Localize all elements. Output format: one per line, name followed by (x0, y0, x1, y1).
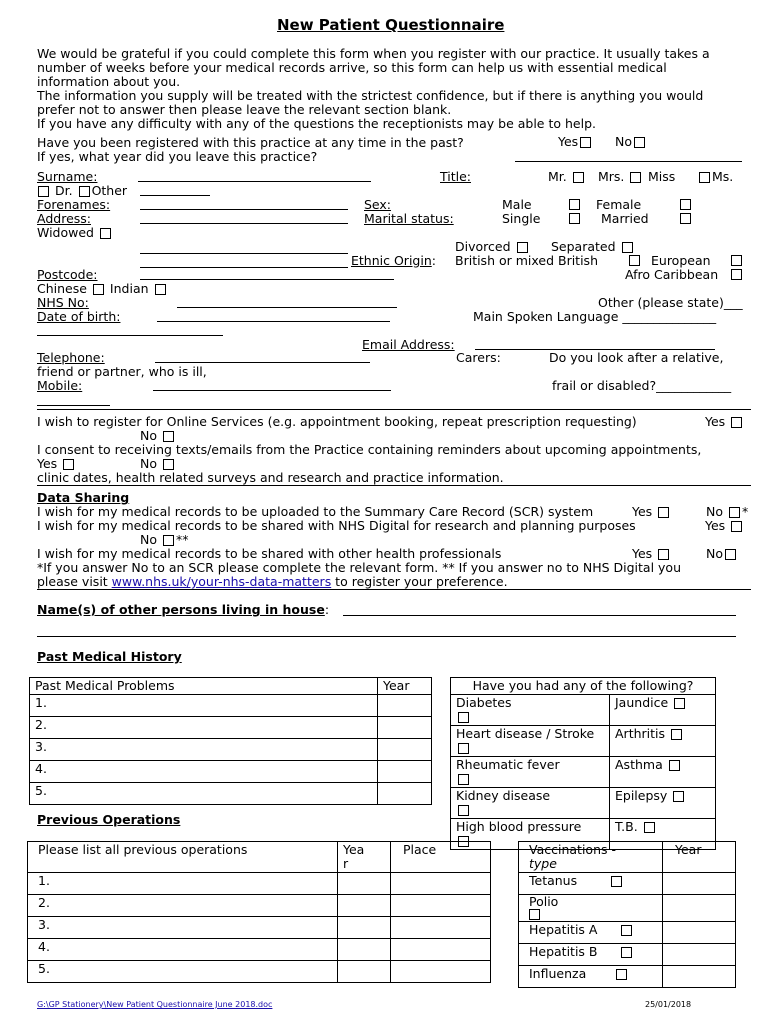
registered-yes-checkbox[interactable] (580, 137, 591, 148)
forenames-field[interactable] (140, 209, 348, 210)
nhs-label: NHS No: (37, 295, 89, 310)
table-row (451, 788, 716, 819)
vacc-label: Influenza (529, 966, 587, 981)
chinese-indian (37, 282, 168, 296)
vacc-label: Hepatitis A (529, 922, 598, 937)
ethnic-origin: Ethnic Origin: (351, 253, 436, 268)
ops-place-cell[interactable] (391, 961, 491, 983)
year-left-question: If yes, what year did you leave this practice? (37, 149, 318, 164)
registered-yes (558, 135, 593, 149)
condition-label: T.B. (615, 819, 638, 834)
condition-checkbox[interactable] (458, 743, 469, 754)
consent-text-1: I consent to receiving texts/emails from the Practice containing reminders about upcoming appointments, (37, 442, 702, 457)
condition-label: Asthma (615, 757, 663, 772)
nhsd-text: I wish for my medical records to be shared with NHS Digital for research and planning purposes (37, 518, 636, 533)
condition-checkbox[interactable] (669, 760, 680, 771)
ops-place-header: Place (391, 842, 491, 873)
data-sharing-heading: Data Sharing (37, 490, 130, 505)
pmh-year-cell[interactable] (378, 739, 432, 761)
year-left-field[interactable] (515, 161, 742, 162)
vaccinations-table (518, 841, 736, 988)
no-label: No (140, 428, 157, 443)
other-hp-yes (632, 547, 671, 561)
vacc-checkbox[interactable] (529, 909, 540, 920)
title-label: Title: (440, 169, 471, 184)
ops-place-cell[interactable] (391, 939, 491, 961)
carers-question-2: friend or partner, who is ill, (37, 364, 207, 379)
scr-text: I wish for my medical records to be uploaded to the Summary Care Record (SCR) system (37, 504, 594, 519)
ops-row-label[interactable]: 2. (28, 895, 338, 917)
pmh-year-header: Year (378, 678, 432, 695)
consent-no-checkbox[interactable] (163, 459, 174, 470)
pmh-year-cell[interactable] (378, 717, 432, 739)
vacc-year-cell[interactable] (663, 944, 736, 966)
condition-label: Epilepsy (615, 788, 668, 803)
address-label: Address: (37, 211, 91, 226)
vacc-header-part-2: type (529, 856, 557, 871)
mr-label: Mr. (548, 169, 567, 184)
condition-checkbox[interactable] (673, 791, 684, 802)
footnote-2 (37, 575, 508, 589)
yes-label: Yes (632, 546, 653, 561)
table-row (30, 695, 432, 717)
pmh-row-label[interactable]: 5. (30, 783, 378, 805)
pmh-row-label[interactable]: 4. (30, 761, 378, 783)
persons-field-2[interactable] (37, 636, 736, 637)
address-field-3[interactable] (140, 267, 348, 268)
dr-checkbox[interactable] (38, 186, 49, 197)
surname-field[interactable] (138, 181, 371, 182)
widowed (37, 226, 113, 240)
table-row (451, 757, 716, 788)
table-row (451, 695, 716, 726)
sex-label: Sex: (364, 197, 392, 212)
european-label: European (651, 253, 711, 268)
address-field-1[interactable] (140, 223, 348, 224)
table-row (30, 717, 432, 739)
intro-line-2: number of weeks before your medical records arrive, so this form can help us with essential medical (37, 60, 667, 75)
vacc-label: Hepatitis B (529, 944, 598, 959)
nhsd-yes (705, 519, 744, 533)
carers-label: Carers: (456, 350, 501, 365)
ops-row-label[interactable]: 3. (28, 917, 338, 939)
intro-line-1: We would be grateful if you could complete this form when you register with our practice. It usually takes a (37, 46, 710, 61)
consent-yes-checkbox[interactable] (63, 459, 74, 470)
nhsd-no-checkbox[interactable] (163, 535, 174, 546)
consent-no (140, 457, 176, 471)
mobile-field[interactable] (153, 390, 391, 391)
consent-yes (37, 457, 76, 471)
footnote-1: *If you answer No to an SCR please complete the relevant form. ** If you answer no to NHS Digital you (37, 560, 681, 575)
vacc-cell (519, 895, 663, 922)
condition-cell (451, 757, 610, 788)
carers-question-3: frail or disabled?____________ (552, 378, 732, 393)
pmh-year-cell[interactable] (378, 783, 432, 805)
table-row (28, 873, 491, 895)
table-row (28, 939, 491, 961)
divorced-label: Divorced (455, 239, 511, 254)
conditions-header: Have you had any of the following? (451, 678, 716, 695)
title-other-field[interactable] (140, 195, 210, 196)
condition-label: Heart disease / Stroke (456, 726, 595, 741)
separated-label: Separated (551, 239, 616, 254)
persons-heading: Name(s) of other persons living in house (37, 602, 325, 617)
no-label: No (140, 532, 157, 547)
registered-no (615, 135, 647, 149)
ops-row-label[interactable]: 1. (28, 873, 338, 895)
pmh-row-label[interactable]: 1. (30, 695, 378, 717)
table-row (519, 944, 736, 966)
yes-label: Yes (632, 504, 653, 519)
past-medical-problems-table (29, 677, 432, 805)
other-hp-yes-checkbox[interactable] (658, 549, 669, 560)
online-no-checkbox[interactable] (163, 431, 174, 442)
operations-table (27, 841, 491, 983)
condition-checkbox[interactable] (644, 822, 655, 833)
ops-row-label[interactable]: 5. (28, 961, 338, 983)
afro-label: Afro Caribbean (625, 267, 719, 282)
ops-row-label[interactable]: 4. (28, 939, 338, 961)
other-hp-no-checkbox[interactable] (725, 549, 736, 560)
title-mr (548, 170, 586, 184)
vacc-cell (519, 966, 663, 988)
table-row (519, 922, 736, 944)
condition-cell (610, 757, 716, 788)
surname-label: Surname: (37, 169, 98, 184)
pmh-row-label[interactable]: 3. (30, 739, 378, 761)
indian-checkbox[interactable] (155, 284, 166, 295)
condition-label: High blood pressure (456, 819, 582, 834)
scr-no-checkbox[interactable] (729, 507, 740, 518)
divider-2 (37, 485, 751, 486)
condition-label: Diabetes (456, 695, 512, 710)
vacc-year-cell[interactable] (663, 966, 736, 988)
vacc-checkbox[interactable] (621, 925, 632, 936)
other-checkbox[interactable] (79, 186, 90, 197)
ops-header: Please list all previous operations (28, 842, 338, 873)
vacc-header-part-1: Vaccinations - (529, 842, 616, 857)
condition-checkbox[interactable] (458, 805, 469, 816)
condition-label: Rheumatic fever (456, 757, 560, 772)
postcode-field[interactable] (140, 279, 394, 280)
condition-cell (451, 788, 610, 819)
european-checkbox[interactable] (731, 255, 742, 266)
intro-line-6: If you have any difficulty with any of the questions the receptionists may be able to help. (37, 116, 596, 131)
female-checkbox[interactable] (680, 199, 691, 210)
address-field-2[interactable] (140, 253, 348, 254)
nhs-field[interactable] (177, 307, 397, 308)
table-row (451, 726, 716, 757)
other-label: Other (91, 183, 128, 198)
table-row (519, 873, 736, 895)
condition-label: Arthritis (615, 726, 666, 741)
language: Main Spoken Language _______________ (473, 309, 717, 324)
afro-checkbox[interactable] (731, 269, 742, 280)
other-hp-text: I wish for my medical records to be shared with other health professionals (37, 546, 502, 561)
mobile-field-2[interactable] (37, 405, 110, 406)
divider-3 (37, 589, 751, 590)
condition-checkbox[interactable] (458, 712, 469, 723)
ops-year-header-part-1: Yea (343, 842, 365, 857)
vacc-checkbox[interactable] (621, 947, 632, 958)
table-row (28, 895, 491, 917)
british-checkbox[interactable] (629, 255, 640, 266)
prev-ops-heading: Previous Operations (37, 812, 181, 827)
condition-checkbox[interactable] (671, 729, 682, 740)
table-row (519, 895, 736, 922)
registered-no-checkbox[interactable] (634, 137, 645, 148)
condition-label: Jaundice (615, 695, 669, 710)
ops-year-cell[interactable] (338, 939, 391, 961)
ops-year-cell[interactable] (338, 873, 391, 895)
intro-line-3: information about you. (37, 74, 181, 89)
condition-label: Kidney disease (456, 788, 551, 803)
female-label: Female (596, 197, 642, 212)
footnote-suffix: to register your preference. (331, 574, 508, 589)
condition-cell (610, 726, 716, 757)
scr-no: No * (706, 504, 749, 519)
online-yes (705, 415, 744, 429)
registered-question: Have you been registered with this practice at any time in the past? (37, 135, 464, 150)
chinese-checkbox[interactable] (93, 284, 104, 295)
marital-label: Marital status: (364, 211, 454, 226)
table-row (28, 917, 491, 939)
divorced (455, 240, 530, 254)
single-checkbox[interactable] (569, 213, 580, 224)
widowed-label: Widowed (37, 225, 94, 240)
yes-label: Yes (705, 414, 726, 429)
ops-year-cell[interactable] (338, 961, 391, 983)
vacc-cell (519, 873, 663, 895)
conditions-table (450, 677, 716, 850)
ops-year-cell[interactable] (338, 917, 391, 939)
miss-label: Miss (648, 169, 676, 184)
table-row (28, 961, 491, 983)
carers-question-1: Do you look after a relative, (549, 350, 724, 365)
ops-year-header-part-2: r (343, 856, 349, 871)
pmh-year-cell[interactable] (378, 761, 432, 783)
yes-label: Yes (558, 134, 579, 149)
vacc-year-cell[interactable] (663, 873, 736, 895)
telephone-field[interactable] (155, 362, 370, 363)
vacc-label: Polio (529, 894, 559, 909)
condition-checkbox[interactable] (674, 698, 685, 709)
title-mrs (598, 170, 643, 184)
vacc-year-cell[interactable] (663, 922, 736, 944)
male-label: Male (502, 197, 532, 212)
separated (551, 240, 635, 254)
table-row (519, 966, 736, 988)
ops-place-cell[interactable] (391, 873, 491, 895)
vacc-label: Tetanus (529, 873, 578, 888)
ms-checkbox[interactable] (699, 172, 710, 183)
dob-label: Date of birth: (37, 309, 121, 324)
condition-cell (610, 788, 716, 819)
online-services-text: I wish to register for Online Services (e.g. appointment booking, repeat prescription requesting) (37, 414, 637, 429)
forenames-label: Forenames: (37, 197, 111, 212)
scr-yes-checkbox[interactable] (658, 507, 669, 518)
ethnic-label: Ethnic Origin (351, 253, 432, 268)
footnote-prefix: please visit (37, 574, 112, 589)
vacc-checkbox[interactable] (611, 876, 622, 887)
vacc-year-header: Year (663, 842, 736, 873)
yes-label: Yes (37, 456, 58, 471)
online-no (140, 429, 176, 443)
condition-cell (610, 695, 716, 726)
nhsd-no: No ** (140, 532, 189, 547)
condition-cell (451, 695, 610, 726)
other-hp-no (706, 547, 738, 561)
email-label: Email Address: (362, 337, 455, 352)
separated-checkbox[interactable] (622, 242, 633, 253)
pmh-row-label[interactable]: 2. (30, 717, 378, 739)
no-label: No (706, 546, 723, 561)
married-label: Married (601, 211, 649, 226)
dob-field-2[interactable] (37, 335, 223, 336)
indian-label: Indian (109, 281, 149, 296)
page-title: New Patient Questionnaire (277, 16, 505, 34)
male-checkbox[interactable] (569, 199, 580, 210)
table-row (30, 761, 432, 783)
british-label: British or mixed British (455, 253, 598, 268)
nhs-data-matters-link[interactable]: www.nhs.uk/your-nhs-data-matters (111, 574, 332, 589)
footer-date: 25/01/2018 (645, 1000, 692, 1009)
intro-line-4: The information you supply will be treated with the strictest confidence, but if there is anything you would (37, 88, 704, 103)
pmh-heading: Past Medical History (37, 649, 182, 664)
divorced-checkbox[interactable] (517, 242, 528, 253)
no-label: No (615, 134, 632, 149)
mr-checkbox[interactable] (573, 172, 584, 183)
title-dr (36, 184, 127, 198)
vacc-year-cell[interactable] (663, 895, 736, 922)
single-label: Single (502, 211, 541, 226)
ms-label: Ms. (712, 169, 734, 184)
pmh-header: Past Medical Problems (30, 678, 378, 695)
condition-checkbox[interactable] (458, 774, 469, 785)
footer-path: G:\GP Stationery\New Patient Questionnaire June 2018.doc (37, 1000, 273, 1009)
title-miss (648, 170, 675, 184)
married-checkbox[interactable] (680, 213, 691, 224)
mrs-checkbox[interactable] (630, 172, 641, 183)
dob-field[interactable] (157, 321, 390, 322)
vacc-checkbox[interactable] (616, 969, 627, 980)
nhsd-yes-checkbox[interactable] (731, 521, 742, 532)
title-ms (697, 170, 733, 184)
scr-yes (632, 505, 671, 519)
chinese-label: Chinese (37, 281, 87, 296)
ops-year-header (338, 842, 391, 873)
yes-label: Yes (705, 518, 726, 533)
vacc-cell (519, 922, 663, 944)
table-row (30, 783, 432, 805)
ops-year-cell[interactable] (338, 895, 391, 917)
condition-cell (451, 726, 610, 757)
consent-text-2: clinic dates, health related surveys and research and practice information. (37, 470, 504, 485)
other-state: Other (please state)___ (598, 295, 743, 310)
pmh-year-cell[interactable] (378, 695, 432, 717)
vacc-cell (519, 944, 663, 966)
table-row (30, 739, 432, 761)
online-yes-checkbox[interactable] (731, 417, 742, 428)
no-label: No (140, 456, 157, 471)
divider-1 (37, 409, 751, 410)
persons-field-1[interactable] (343, 615, 736, 616)
postcode-label: Postcode: (37, 267, 98, 282)
vacc-header (519, 842, 663, 873)
mrs-label: Mrs. (598, 169, 625, 184)
ops-place-cell[interactable] (391, 917, 491, 939)
no-label: No (706, 504, 723, 519)
mobile-label: Mobile: (37, 378, 83, 393)
dr-label: Dr. (54, 183, 73, 198)
telephone-label: Telephone: (37, 350, 105, 365)
intro-line-5: prefer not to answer then please leave the relevant section blank. (37, 102, 452, 117)
ops-place-cell[interactable] (391, 895, 491, 917)
widowed-checkbox[interactable] (100, 228, 111, 239)
persons-label: Name(s) of other persons living in house: (37, 602, 330, 617)
